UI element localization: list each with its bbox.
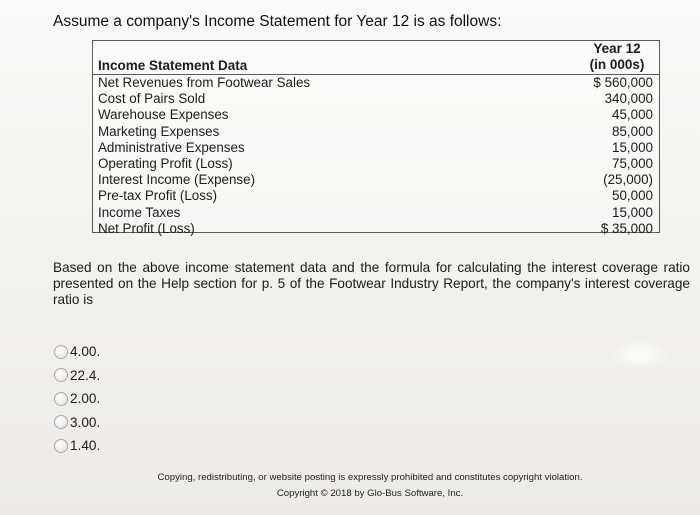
table-row [98,205,653,221]
radio-button[interactable] [54,368,68,382]
copyright-footer [120,470,620,502]
table-row [98,140,653,156]
answer-option[interactable] [54,411,100,435]
option-label: 3.00. [70,414,101,430]
radio-button[interactable] [54,415,68,429]
row-value: 15,000 [612,139,653,155]
row-label: Operating Profit (Loss) [98,155,233,171]
row-value: 50,000 [612,188,653,204]
income-statement-table [92,40,660,236]
row-value: $ 560,000 [593,75,653,90]
answer-option[interactable] [54,340,100,364]
statement-rows [98,75,653,237]
row-value: 340,000 [604,91,653,107]
year-column-header-line2: (in 000s) [589,57,645,72]
row-label: Warehouse Expenses [98,107,229,123]
table-row [98,124,653,140]
table-row [98,188,653,204]
year-column-header [581,41,653,73]
year-column-header-line1: Year 12 [593,41,641,56]
row-value: 85,000 [612,123,653,139]
option-label: 4.00. [70,344,101,360]
statement-title: Income Statement Data [98,58,248,73]
row-value: (25,000) [603,172,653,188]
row-label: Marketing Expenses [98,123,220,139]
table-row [98,172,653,188]
radio-button[interactable] [54,439,68,453]
table-row [98,221,653,237]
row-label: Cost of Pairs Sold [98,91,206,107]
copyright-notice: Copying, redistributing, or website posting is expressly prohibited and constitutes copyright violation. [157,472,583,483]
answer-option[interactable] [54,434,100,458]
copyright-line: Copyright © 2018 by Glo-Bus Software, Inc. [276,488,464,499]
row-label: Net Revenues from Footwear Sales [98,75,311,90]
row-label: Income Taxes [98,204,181,220]
answer-option[interactable] [54,364,100,388]
row-label: Pre-tax Profit (Loss) [98,188,218,204]
question-text: Assume a company's Income Statement for Year 12 is as follows: [53,13,502,30]
row-value: 15,000 [612,204,653,220]
option-label: 1.40. [70,438,101,454]
table-row [98,107,653,123]
row-label: Administrative Expenses [98,139,245,155]
question-prompt: Based on the above income statement data and the formula for calculating the interest coverage ratio presented on the Help section for p. 5 of the Footwear Industry Report, the company's interest coverage ratio is [53,260,690,307]
option-label: 22.4. [70,367,101,383]
row-value: 75,000 [612,155,653,171]
table-row [98,75,653,91]
row-label: Net Profit (Loss) [98,220,195,236]
answer-options [54,340,100,458]
row-value: 45,000 [612,107,653,123]
answer-option[interactable] [54,387,100,411]
table-row [98,156,653,172]
option-label: 2.00. [70,391,101,407]
row-label: Interest Income (Expense) [98,172,256,188]
radio-button[interactable] [54,392,68,406]
row-value: $ 35,000 [600,220,653,236]
screen-glare [610,340,670,370]
radio-button[interactable] [54,345,68,359]
table-row [98,91,653,107]
